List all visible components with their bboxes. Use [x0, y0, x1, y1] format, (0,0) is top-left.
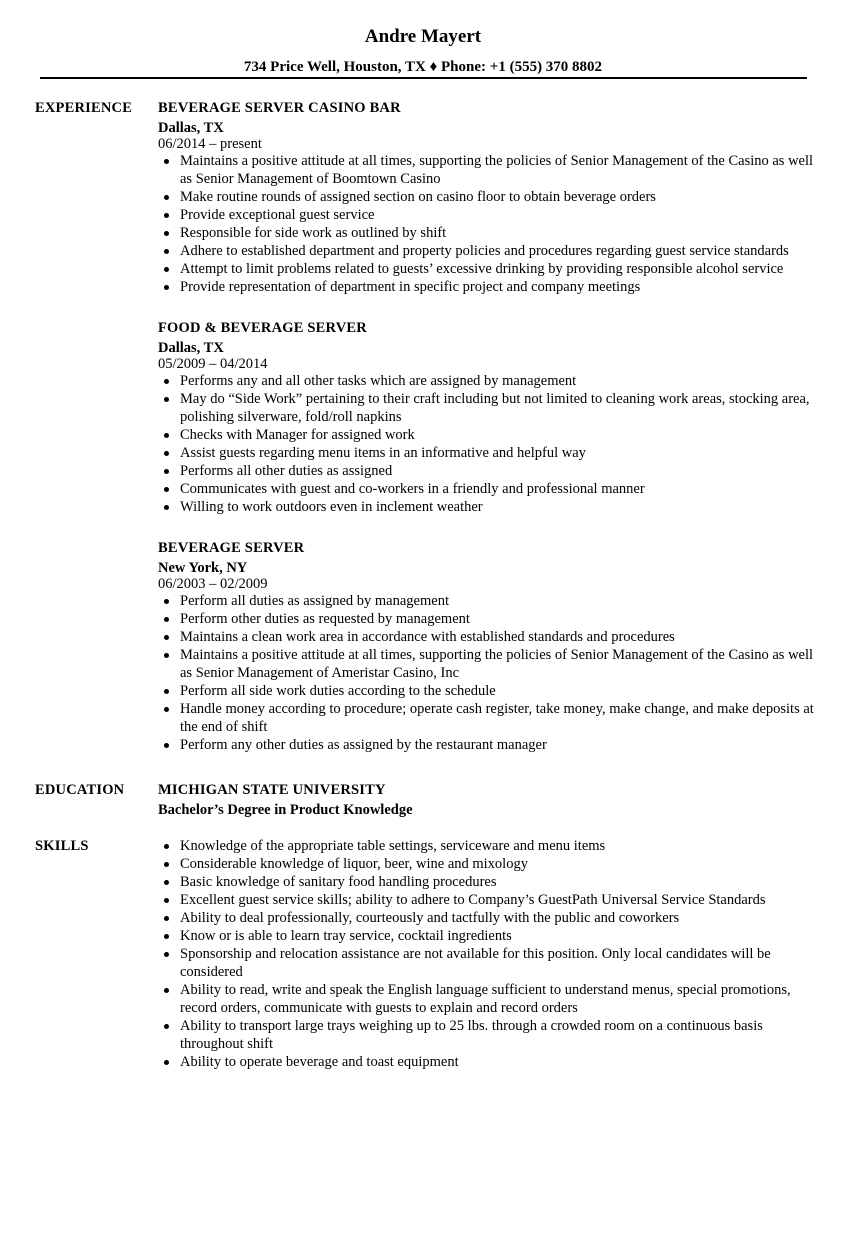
bullet-icon	[164, 617, 169, 622]
duty-text: Maintains a positive attitude at all times, supporting the policies of Senior Management of the Casino as well as Senior Management of Boomtown Casino	[180, 153, 814, 187]
bullet-icon	[164, 862, 169, 867]
list-item	[158, 736, 818, 754]
bullet-icon	[164, 653, 169, 658]
list-item	[158, 927, 818, 945]
skill-text: Sponsorship and relocation assistance are not available for this position. Only local candidates will be considered	[180, 946, 771, 980]
skill-text: Ability to operate beverage and toast equipment	[180, 1054, 459, 1070]
skills-list	[158, 837, 818, 1071]
school-name: MICHIGAN STATE UNIVERSITY	[158, 782, 386, 798]
job-entry	[158, 539, 818, 754]
list-item	[158, 700, 818, 736]
bullet-icon	[164, 1060, 169, 1065]
bullet-icon	[164, 469, 169, 474]
list-item	[158, 242, 818, 260]
job-entry	[158, 319, 818, 516]
list-item	[158, 610, 818, 628]
list-item	[158, 498, 818, 516]
duty-text: Provide representation of department in specific project and company meetings	[180, 279, 641, 295]
duty-text: Perform other duties as requested by management	[180, 611, 470, 627]
job-dates: 05/2009 – 04/2014	[158, 356, 268, 372]
list-item	[158, 188, 818, 206]
bullet-icon	[164, 159, 169, 164]
list-item	[158, 891, 818, 909]
list-item	[158, 372, 818, 390]
bullet-icon	[164, 267, 169, 272]
job-location: New York, NY	[158, 560, 248, 576]
duty-text: Performs all other duties as assigned	[180, 463, 393, 479]
list-item	[158, 462, 818, 480]
skill-text: Know or is able to learn tray service, cocktail ingredients	[180, 928, 512, 944]
list-item	[158, 945, 818, 981]
job-title: BEVERAGE SERVER	[158, 540, 305, 556]
list-item	[158, 646, 818, 682]
duty-text: Maintains a positive attitude at all times, supporting the policies of Senior Management of the Casino as well as Senior Management of Ameristar Casino, Inc	[180, 647, 814, 681]
job-title: BEVERAGE SERVER CASINO BAR	[158, 100, 401, 116]
duty-text: Performs any and all other tasks which are assigned by management	[180, 373, 577, 389]
bullet-icon	[164, 487, 169, 492]
list-item	[158, 444, 818, 462]
bullet-icon	[164, 952, 169, 957]
list-item	[158, 426, 818, 444]
list-item	[158, 480, 818, 498]
list-item	[158, 873, 818, 891]
bullet-icon	[164, 505, 169, 510]
skill-text: Ability to deal professionally, courteously and tactfully with the public and coworkers	[180, 910, 680, 926]
bullet-icon	[164, 285, 169, 290]
bullet-icon	[164, 1024, 169, 1029]
list-item	[158, 855, 818, 873]
section-label-skills: SKILLS	[35, 838, 89, 854]
list-item	[158, 1017, 818, 1053]
duty-text: May do “Side Work” pertaining to their craft including but not limited to cleaning work areas, stocking area, polishing silverware, fold/roll napkins	[180, 391, 810, 425]
degree-name: Bachelor’s Degree in Product Knowledge	[158, 802, 413, 818]
bullet-icon	[164, 213, 169, 218]
duty-text: Handle money according to procedure; operate cash register, take money, make change, and make deposits at the end of shift	[180, 701, 814, 735]
job-duties-list	[158, 152, 818, 296]
list-item	[158, 224, 818, 242]
bullet-icon	[164, 249, 169, 254]
skill-text: Ability to read, write and speak the English language sufficient to understand menus, special promotions, record orders, communicate with guests to explain and record orders	[180, 982, 791, 1016]
skill-text: Considerable knowledge of liquor, beer, wine and mixology	[180, 856, 528, 872]
bullet-icon	[164, 934, 169, 939]
bullet-icon	[164, 433, 169, 438]
section-label-experience: EXPERIENCE	[35, 100, 133, 116]
list-item	[158, 592, 818, 610]
list-item	[158, 981, 818, 1017]
duty-text: Assist guests regarding menu items in an informative and helpful way	[180, 445, 586, 461]
bullet-icon	[164, 379, 169, 384]
duty-text: Responsible for side work as outlined by shift	[180, 225, 447, 241]
skill-text: Excellent guest service skills; ability to adhere to Company’s GuestPath Universal Service Standards	[180, 892, 766, 908]
bullet-icon	[164, 195, 169, 200]
list-item	[158, 837, 818, 855]
duty-text: Perform all side work duties according to the schedule	[180, 683, 496, 699]
bullet-icon	[164, 451, 169, 456]
candidate-name: Andre Mayert	[364, 26, 482, 47]
skill-text: Basic knowledge of sanitary food handling procedures	[180, 874, 497, 890]
list-item	[158, 682, 818, 700]
duty-text: Communicates with guest and co-workers in a friendly and professional manner	[180, 481, 645, 497]
list-item	[158, 152, 818, 188]
list-item	[158, 628, 818, 646]
list-item	[158, 206, 818, 224]
job-title: FOOD & BEVERAGE SERVER	[158, 320, 367, 336]
bullet-icon	[164, 743, 169, 748]
job-location: Dallas, TX	[158, 120, 224, 136]
list-item	[158, 278, 818, 296]
job-duties-list	[158, 372, 818, 516]
job-dates: 06/2014 – present	[158, 136, 262, 152]
list-item	[158, 260, 818, 278]
duty-text: Adhere to established department and property policies and procedures regarding guest service standards	[180, 243, 789, 259]
job-duties-list	[158, 592, 818, 754]
duty-text: Checks with Manager for assigned work	[180, 427, 415, 443]
list-item	[158, 909, 818, 927]
duty-text: Attempt to limit problems related to guests’ excessive drinking by providing responsible alcohol service	[180, 261, 784, 277]
bullet-icon	[164, 635, 169, 640]
bullet-icon	[164, 898, 169, 903]
skill-text: Ability to transport large trays weighing up to 25 lbs. through a crowded room on a continuous basis throughout shift	[180, 1018, 763, 1052]
header-divider	[40, 77, 807, 79]
job-entry	[158, 99, 818, 296]
section-label-education: EDUCATION	[35, 782, 125, 798]
contact-line: 734 Price Well, Houston, TX ♦ Phone: +1 (555) 370 8802	[243, 59, 603, 75]
bullet-icon	[164, 880, 169, 885]
list-item	[158, 1053, 818, 1071]
bullet-icon	[164, 707, 169, 712]
duty-text: Perform any other duties as assigned by the restaurant manager	[180, 737, 547, 753]
bullet-icon	[164, 916, 169, 921]
job-location: Dallas, TX	[158, 340, 224, 356]
skill-text: Knowledge of the appropriate table settings, serviceware and menu items	[180, 838, 606, 854]
bullet-icon	[164, 231, 169, 236]
duty-text: Maintains a clean work area in accordance with established standards and procedures	[180, 629, 675, 645]
duty-text: Make routine rounds of assigned section on casino floor to obtain beverage orders	[180, 189, 656, 205]
duty-text: Willing to work outdoors even in inclement weather	[180, 499, 483, 515]
bullet-icon	[164, 844, 169, 849]
duty-text: Provide exceptional guest service	[180, 207, 375, 223]
bullet-icon	[164, 689, 169, 694]
list-item	[158, 390, 818, 426]
job-dates: 06/2003 – 02/2009	[158, 576, 268, 592]
bullet-icon	[164, 988, 169, 993]
bullet-icon	[164, 397, 169, 402]
duty-text: Perform all duties as assigned by management	[180, 593, 449, 609]
bullet-icon	[164, 599, 169, 604]
